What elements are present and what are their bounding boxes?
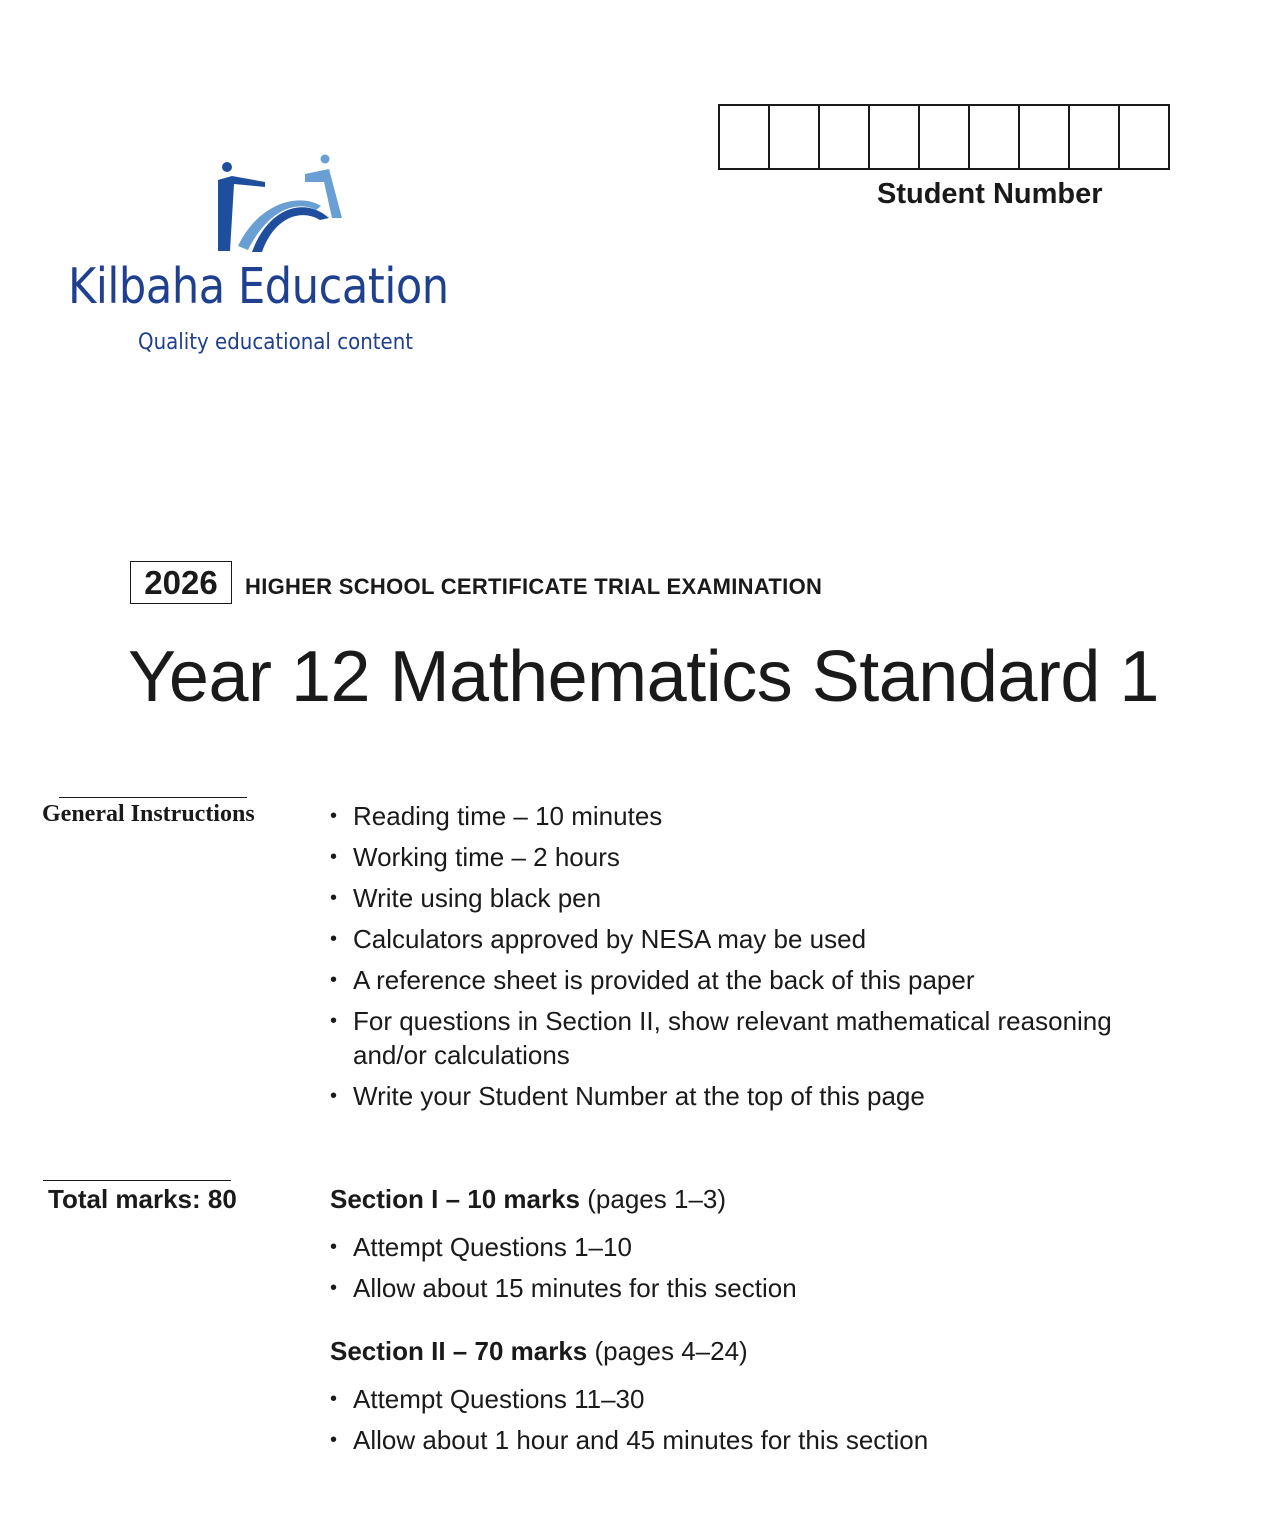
student-number-box[interactable] bbox=[720, 106, 770, 168]
instruction-item: • Reading time – 10 minutes bbox=[330, 799, 1230, 833]
section-2-pages: (pages 4–24) bbox=[594, 1336, 748, 1366]
general-instructions-label: General Instructions bbox=[42, 801, 255, 827]
instruction-item: • Calculators approved by NESA may be used bbox=[330, 922, 1230, 956]
instruction-item: • Write using black pen bbox=[330, 881, 1230, 915]
instruction-item: • For questions in Section II, show relevant mathematical reasoning and/or calculations bbox=[330, 1004, 1173, 1072]
divider bbox=[43, 1180, 231, 1181]
exam-title: Year 12 Mathematics Standard 1 bbox=[128, 637, 1159, 717]
section-item: • Attempt Questions 11–30 bbox=[330, 1382, 1230, 1416]
section-2-title: Section II – 70 marks bbox=[330, 1336, 588, 1366]
student-number-box[interactable] bbox=[970, 106, 1020, 168]
student-number-box[interactable] bbox=[870, 106, 920, 168]
instruction-item: • Working time – 2 hours bbox=[330, 840, 1230, 874]
section-item: • Allow about 15 minutes for this section bbox=[330, 1271, 1230, 1305]
section-2-list bbox=[330, 1382, 1230, 1464]
instruction-item: • Write your Student Number at the top of this page bbox=[330, 1079, 1230, 1113]
kilbaha-logo-icon bbox=[208, 152, 348, 252]
student-number-box[interactable] bbox=[1070, 106, 1120, 168]
section-1-title: Section I – 10 marks bbox=[330, 1184, 581, 1214]
section-item: • Allow about 1 hour and 45 minutes for this section bbox=[330, 1423, 1230, 1457]
student-number-box[interactable] bbox=[920, 106, 970, 168]
student-number-box[interactable] bbox=[820, 106, 870, 168]
student-number-boxes[interactable] bbox=[718, 104, 1170, 170]
section-1-pages: (pages 1–3) bbox=[587, 1184, 727, 1214]
student-number-label: Student Number bbox=[877, 178, 1103, 210]
divider bbox=[59, 797, 247, 798]
section-item: • Attempt Questions 1–10 bbox=[330, 1230, 1230, 1264]
total-marks-label: Total marks: 80 bbox=[48, 1184, 237, 1214]
logo-tagline: Quality educational content bbox=[138, 330, 414, 355]
logo-name: Kilbaha Education bbox=[68, 258, 449, 315]
exam-type: HIGHER SCHOOL CERTIFICATE TRIAL EXAMINATION bbox=[245, 574, 823, 599]
student-number-box[interactable] bbox=[770, 106, 820, 168]
section-2-heading bbox=[330, 1336, 748, 1367]
general-instructions-list bbox=[330, 799, 1230, 1120]
instruction-item: • A reference sheet is provided at the back of this paper bbox=[330, 963, 1230, 997]
section-1-heading bbox=[330, 1184, 726, 1215]
student-number-box[interactable] bbox=[1120, 106, 1168, 168]
student-number-box[interactable] bbox=[1020, 106, 1070, 168]
exam-year: 2026 bbox=[130, 561, 232, 604]
section-1-list bbox=[330, 1230, 1230, 1312]
